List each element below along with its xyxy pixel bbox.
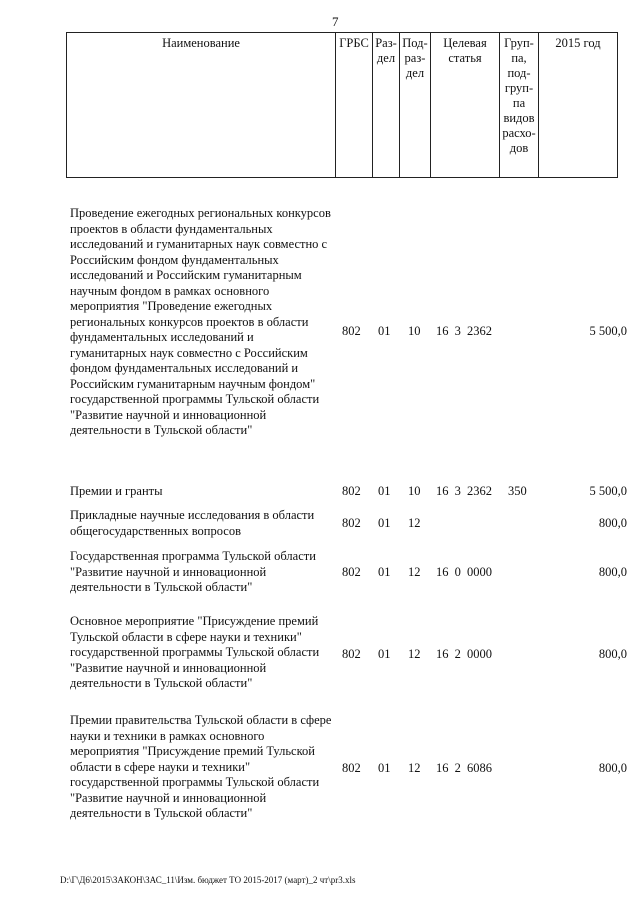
header-razdel-label: Раз- дел <box>375 36 397 65</box>
row-razdel: 01 <box>378 647 391 661</box>
header-grbs <box>335 32 373 178</box>
header-podrazdel <box>399 32 431 178</box>
header-name <box>66 32 336 178</box>
row-podrazdel: 12 <box>408 516 421 530</box>
row-sum: 5 500,0 <box>589 324 627 338</box>
row-grbs: 802 <box>342 565 361 579</box>
row-target: 16 0 0000 <box>436 565 492 579</box>
row-grbs: 802 <box>342 484 361 498</box>
row-name: Премии правительства Тульской области в сфере науки и техники в рамках основного мероприятия "Присуждение премий Тульской области в сфере науки и техники" государственной программы Тульской области "Развитие научной и инновационной деятельности в Тульской области" <box>70 713 332 820</box>
row-podrazdel: 10 <box>408 484 421 498</box>
header-razdel <box>372 32 400 178</box>
header-grbs-label: ГРБС <box>339 36 369 50</box>
row-razdel: 01 <box>378 324 391 338</box>
row-grbs: 802 <box>342 647 361 661</box>
header-group-label: Груп- па, под- груп- па видов расхо- дов <box>502 36 536 155</box>
row-grbs: 802 <box>342 516 361 530</box>
row-razdel: 01 <box>378 565 391 579</box>
header-name-label: Наименование <box>162 36 240 50</box>
header-year-label: 2015 год <box>555 36 601 50</box>
row-podrazdel: 10 <box>408 324 421 338</box>
row-target: 16 2 6086 <box>436 761 492 775</box>
header-year <box>538 32 618 178</box>
row-sum: 800,0 <box>598 565 627 579</box>
row-name: Премии и гранты <box>70 484 163 498</box>
row-podrazdel: 12 <box>408 761 421 775</box>
row-razdel: 01 <box>378 516 391 530</box>
row-razdel: 01 <box>378 761 391 775</box>
row-grbs: 802 <box>342 761 361 775</box>
table-row <box>0 206 640 456</box>
table-row <box>0 484 640 502</box>
row-name: Государственная программа Тульской области "Развитие научной и инновационной деятельности в Тульской области" <box>70 549 316 594</box>
table-row <box>0 508 640 542</box>
row-sum: 800,0 <box>598 516 627 530</box>
row-podrazdel: 12 <box>408 565 421 579</box>
row-sum: 800,0 <box>598 647 627 661</box>
header-podrazdel-label: Под- раз- дел <box>402 36 428 80</box>
row-name: Прикладные научные исследования в области общегосударственных вопросов <box>70 508 315 538</box>
row-target: 16 3 2362 <box>436 324 492 338</box>
page-number: 7 <box>332 14 339 29</box>
row-target: 16 2 0000 <box>436 647 492 661</box>
row-name: Проведение ежегодных региональных конкурсов проектов в области фундаментальных исследований и гуманитарных наук совместно с Российским фондом фундаментальных исследований и Российским гуманитарным научным фондом в рамках основного мероприятия "Проведение ежегодных региональных конкурсов проектов в области фундаментальных исследований и гуманитарных наук совместно с Российским фондом фундаментальных исследований и Российским гуманитарным научным фондом" государственной программы Тульской области "Развитие научной и инновационной деятельности в Тульской области" <box>70 206 331 437</box>
row-razdel: 01 <box>378 484 391 498</box>
row-sum: 800,0 <box>598 761 627 775</box>
header-group <box>499 32 539 178</box>
table-row <box>0 549 640 599</box>
row-grbs: 802 <box>342 324 361 338</box>
row-target: 16 3 2362 <box>436 484 492 498</box>
row-sum: 5 500,0 <box>589 484 627 498</box>
header-target-label: Целевая статья <box>443 36 487 65</box>
row-group: 350 <box>508 484 527 498</box>
row-name: Основное мероприятие "Присуждение премий Тульской области в сфере науки и техники" государственной программы Тульской области "Развитие научной и инновационной деятельности в Тульской области" <box>70 614 320 690</box>
table-row <box>0 614 640 694</box>
table-row <box>0 713 640 825</box>
row-podrazdel: 12 <box>408 647 421 661</box>
file-path-footer: D:\Г\Д6\2015\ЗАКОН\ЗАС_11\Изм. бюджет ТО 2015-2017 (март)_2 чт\pr3.xls <box>60 875 356 885</box>
header-target <box>430 32 500 178</box>
